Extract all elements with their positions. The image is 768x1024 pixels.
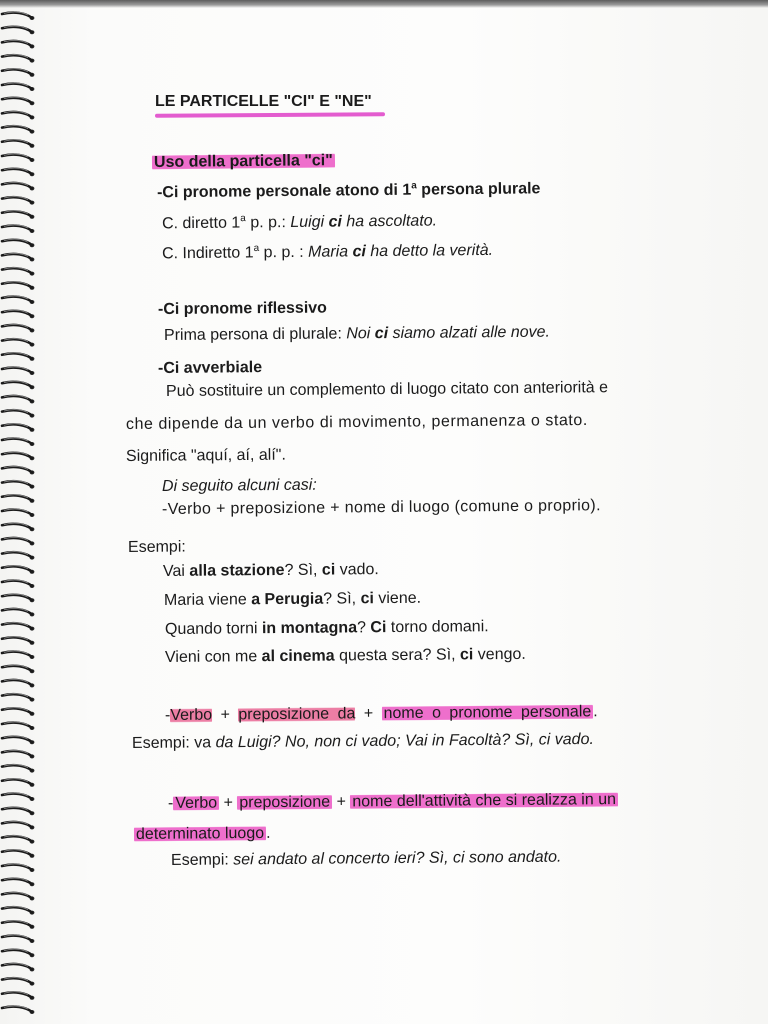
example-place: a Perugia xyxy=(251,590,324,609)
riflessivo-example: Noi xyxy=(346,325,375,343)
example-ci: ci xyxy=(321,561,336,579)
indiretto-example-end: ha detto la verità. xyxy=(365,241,494,261)
heading-text-suffix: persona plurale xyxy=(416,180,541,199)
section-heading-highlight: Uso della particella "ci" xyxy=(153,152,333,171)
example-text-mid: ? xyxy=(356,619,371,637)
indiretto-mid: p. p. : xyxy=(259,243,309,262)
riflessivo-label: Prima persona di plurale: xyxy=(163,325,347,344)
example-text-end: viene. xyxy=(373,589,422,608)
rule-2-plus: + xyxy=(355,705,382,723)
example-text-mid: ? Sì, xyxy=(323,590,361,608)
avverbiale-rule-1: -Verbo + preposizione + nome di luogo (comune o proprio). xyxy=(161,497,601,518)
rule-3-line2-highlight: determinato luogo xyxy=(135,824,265,843)
rule-2-dash: - xyxy=(164,706,171,724)
rule-2-example xyxy=(132,730,594,754)
diretto-example-end: ha ascoltato. xyxy=(341,212,438,231)
rule-3-verbo-highlight: Verbo xyxy=(175,794,218,812)
rule-2-end: . xyxy=(593,703,598,721)
line-diretto xyxy=(162,207,437,234)
rule-2-verbo-highlight: Verbo xyxy=(170,706,213,724)
rule-3-plus: + xyxy=(219,794,238,812)
avverbiale-rule-3 xyxy=(168,790,618,814)
rule-3-plus: + xyxy=(332,793,351,811)
heading-pronome-personale xyxy=(157,175,541,203)
rule-3-nome-highlight: nome dell'attività che si realizza in un xyxy=(352,791,617,811)
line-indiretto xyxy=(162,237,493,265)
rule-3-example xyxy=(171,848,562,871)
heading-text: -Ci pronome personale atono di 1 xyxy=(156,181,412,202)
example-row xyxy=(165,617,489,640)
example-row xyxy=(163,560,379,582)
diretto-example-ci: ci xyxy=(328,213,342,231)
example-text: Vai xyxy=(162,562,190,580)
indiretto-label: C. Indiretto 1 xyxy=(161,244,254,263)
rule-2-prep-highlight: preposizione da xyxy=(238,705,356,724)
example-text: Vieni con me xyxy=(164,648,262,666)
rule-3-line2-end: . xyxy=(266,824,271,842)
diretto-sup: a xyxy=(240,213,246,225)
indiretto-example-ci: ci xyxy=(352,243,366,261)
page-title: LE PARTICELLE "CI" E "NE" xyxy=(155,93,372,110)
example-place: in montagna xyxy=(261,619,358,638)
example-ci: Ci xyxy=(370,619,387,637)
rule-3-prep-highlight: preposizione xyxy=(239,793,331,812)
avverbiale-casi: Di seguito alcuni casi: xyxy=(161,476,317,495)
indiretto-sup: a xyxy=(253,242,260,255)
example-text-mid: ? Sì, xyxy=(284,561,322,579)
avverbiale-para-1: Può sostituire un complemento di luogo citato con anteriorità e xyxy=(165,379,609,400)
rule-2-plus: + xyxy=(212,706,239,724)
example-text-mid: questa sera? Sì, xyxy=(334,646,461,665)
esempi-label: Esempi: xyxy=(127,538,186,556)
rule-3-example-label: Esempi: xyxy=(170,851,234,869)
rule-3-example-text: sei andato al concerto ieri? Sì, ci sono andato. xyxy=(233,848,562,869)
rule-3-dash: - xyxy=(167,794,174,812)
rule-2-example-text: da Luigi? No, non ci vado; Vai in Facoltà? Sì, ci vado. xyxy=(215,730,594,752)
avverbiale-para-3: Significa "aquí, aí, alí". xyxy=(125,446,286,465)
example-row xyxy=(165,645,526,668)
example-text: Maria viene xyxy=(163,591,252,609)
riflessivo-example-ci: ci xyxy=(374,325,389,343)
heading-avverbiale: -Ci avverbiale xyxy=(157,359,263,377)
heading-sup: a xyxy=(411,180,417,192)
riflessivo-example-end: siamo alzati alle nove. xyxy=(388,323,551,343)
example-text-end: torno domani. xyxy=(386,618,489,637)
section-heading xyxy=(152,151,335,173)
example-text: Quando torni xyxy=(164,620,263,638)
avverbiale-rule-2 xyxy=(165,702,598,726)
avverbiale-rule-3-line-2 xyxy=(134,824,271,845)
diretto-mid: p. p.: xyxy=(245,213,291,232)
heading-riflessivo: -Ci pronome riflessivo xyxy=(157,299,327,318)
example-text-end: vado. xyxy=(335,561,379,579)
example-row xyxy=(164,589,421,611)
line-riflessivo xyxy=(164,323,550,346)
example-ci: ci xyxy=(459,646,474,664)
rule-2-nome-highlight: nome o pronome personale xyxy=(383,703,592,723)
example-ci: ci xyxy=(360,590,374,608)
example-place: alla stazione xyxy=(189,561,285,580)
rule-2-example-label: Esempi: va xyxy=(131,734,216,752)
diretto-example: Luigi xyxy=(290,213,329,231)
diretto-label: C. diretto 1 xyxy=(161,214,241,233)
avverbiale-para-2: che dipende da un verbo di movimento, permanenza o stato. xyxy=(125,411,588,433)
indiretto-example: Maria xyxy=(308,243,353,261)
example-text-end: vengo. xyxy=(473,645,526,664)
example-place: al cinema xyxy=(261,647,335,666)
title-underline xyxy=(155,112,385,118)
